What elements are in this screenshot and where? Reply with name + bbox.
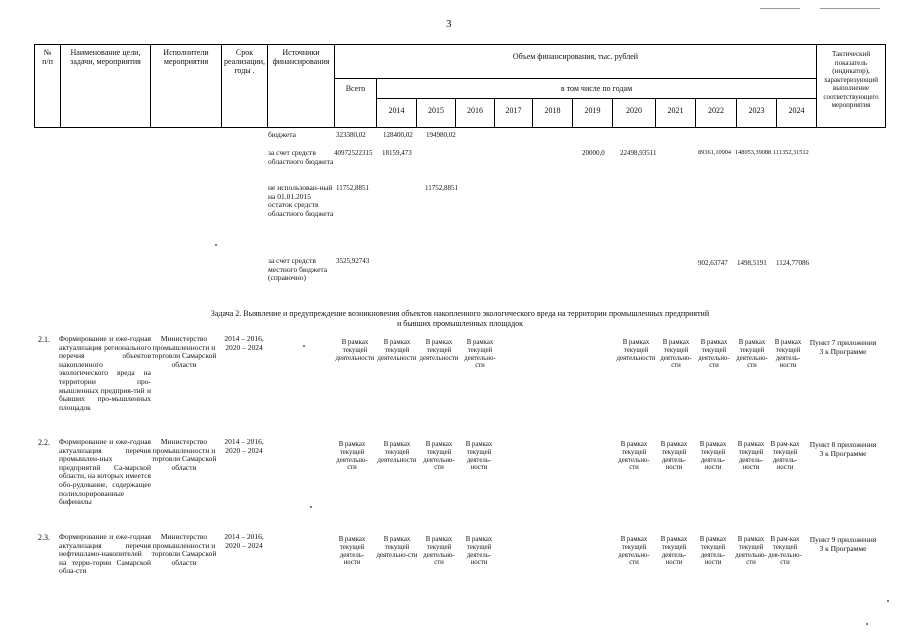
row-total: В рамках текущей деятельности [335, 339, 375, 362]
funding-source: не использован-ный на 01.01.2015 остаток средств областного бюджета [268, 183, 334, 218]
col-source-header: Источники финансирования [272, 48, 330, 66]
row-total: В рамках текущей деятельно-сти [336, 441, 368, 472]
row-goal: Формирование и еже-годная актуализация регионального перечня объектов накопленного экологического вреда на территории про-мышленных предприя-тий и бывших про-мышленных площадок [59, 334, 151, 412]
row-number: 2.2. [38, 438, 50, 447]
row-2024: В рам-ках текущей деятель-ности [770, 441, 800, 472]
row-executor: Министерство промышленности и торговли Самарской области [151, 532, 217, 567]
funding-2023: 148053,39088 [735, 149, 772, 156]
scan-speck [310, 506, 312, 508]
row-2022: В рамках текущей деятельно-сти [698, 339, 730, 370]
funding-2024: 1124,77086 [776, 259, 809, 267]
funding-2015: 11752,8851 [425, 184, 458, 192]
funding-2014: 18159,473 [382, 149, 412, 157]
row-total: В рамках текущей деятель-ности [338, 536, 366, 567]
col-num-header: № п/п [42, 48, 53, 66]
row-number: 2.3. [38, 533, 50, 542]
row-2014: В рамках текущей деятельности [377, 339, 417, 362]
task-heading [150, 309, 770, 329]
row-2021: В рамках текущей деятельно-сти [660, 339, 692, 370]
year-header: 2017 [505, 106, 522, 115]
row-executor: Министерство промышленности и торговли Самарской области [151, 334, 217, 369]
funding-source: бюджета [268, 130, 296, 139]
scan-speck [887, 600, 889, 602]
funding-2015: 194980,02 [426, 131, 456, 139]
row-period: 2014 – 2016, 2020 – 2024 [224, 532, 264, 550]
funding-2020: 22498,93511 [620, 149, 657, 157]
row-number: 2.1. [38, 335, 50, 344]
row-goal: Формирование и еже-годная актуализация перечня промышлен-ных предприятий Са-марской области, на которых имеется обо-рудование, содержащее полихлорированные бифенилы [59, 437, 151, 507]
row-2021: В рамках текущей деятель-ности [660, 441, 688, 472]
funding-source: за счет средств областного бюджета [268, 148, 334, 166]
row-2020: В рамках текущей деятельно-сти [618, 536, 650, 567]
row-2023: В рамках текущей деятельно-сти [736, 339, 768, 370]
col-term-header: Срок реализации, годы . [223, 48, 266, 75]
col-funding-header: Объем финансирования, тыс. рублей [512, 52, 639, 61]
year-header: 2020 [626, 106, 642, 115]
page-number: 3 [446, 18, 452, 30]
col-indicator-header: Тактический показатель (индикатор), характеризующий выполнение соответствующего мероприятия [823, 50, 879, 109]
row-2014: В рамках текущей деятельно-сти [376, 536, 418, 559]
funding-2022: 902,63747 [698, 259, 728, 267]
row-2015: В рамках текущей деятельности [419, 339, 459, 362]
row-2023: В рамках текущей деятель-ности [737, 441, 765, 472]
row-2020: В рамках текущей деятельности [616, 339, 656, 362]
row-indicator: Пункт 8 приложения 3 к Программе [809, 440, 877, 458]
row-indicator: Пункт 7 приложения 3 к Программе [809, 338, 877, 356]
table-header [34, 44, 886, 128]
year-header: 2016 [467, 106, 483, 115]
scan-speck [866, 623, 868, 625]
year-header: 2019 [584, 106, 601, 115]
row-2022: В рамках текущей деятель-ности [699, 441, 727, 472]
year-header: 2024 [788, 106, 805, 115]
row-period: 2014 – 2016, 2020 – 2024 [224, 334, 264, 352]
funding-total: 323380,02 [336, 131, 366, 139]
task-heading-line: Задача 2. Выявление и предупреждение возникновения объектов накопленного экологического вреда на территории промышленных предприятий [210, 309, 710, 318]
row-2023: В рамках текущей деятельно-сти [735, 536, 767, 567]
funding-2019: 20000,0 [582, 149, 605, 157]
row-executor: Министерство промышленности и торговли Самарской области [151, 437, 217, 472]
funding-source: за счет средств местного бюджета (справочно) [268, 256, 328, 282]
row-indicator: Пункт 9 приложения 3 к Программе [809, 535, 877, 553]
funding-2022: 89361,10904 [698, 149, 732, 156]
col-exec-header: Исполнители мероприятия [163, 48, 209, 66]
funding-total: 40972522315 [334, 149, 373, 157]
year-header: 2021 [667, 106, 684, 115]
funding-2024: 111352,31512 [773, 149, 809, 156]
top-rule [760, 8, 800, 9]
col-name-header: Наименование цели, задачи, мероприятия [70, 48, 141, 66]
year-header: 2022 [708, 106, 724, 115]
col-by-years-header: в том числе по годам [560, 84, 633, 93]
funding-total: 3525,92743 [336, 257, 370, 265]
year-header: 2023 [748, 106, 765, 115]
col-total-header: Всего [345, 84, 366, 93]
funding-total: 11752,8851 [336, 184, 369, 192]
row-2024: В рамках текущей деятель-ности [774, 339, 802, 370]
row-2021: В рамках текущей деятель-ности [660, 536, 688, 567]
row-2020: В рамках текущей деятельно-сти [618, 441, 650, 472]
row-2015: В рамках текущей деятельно-сти [423, 536, 455, 567]
row-2015: В рамках текущей деятельно-сти [423, 441, 455, 472]
funding-2014: 128400,02 [383, 131, 413, 139]
task-heading-line: и бывших промышленных площадок [396, 319, 524, 328]
row-goal: Формирование и еже-годная актуализация перечня нефтешламо-накопителей на терри-тории Самарской обла-сти [59, 532, 151, 576]
funding-2023: 1498,5191 [737, 259, 767, 267]
year-header: 2014 [388, 106, 405, 115]
row-2016: В рамках текущей деятельно-сти [464, 339, 496, 370]
row-2024: В рам-ках текущей дея-тельно-сти [768, 536, 802, 567]
row-2016: В рамках текущей деятель-ности [465, 536, 493, 567]
row-period: 2014 – 2016, 2020 – 2024 [224, 437, 264, 455]
row-2014: В рамках текущей деятельности [377, 441, 417, 464]
year-header: 2015 [428, 106, 444, 115]
scan-speck [215, 244, 217, 246]
row-2022: В рамках текущей деятель-ности [699, 536, 727, 567]
row-2016: В рамках текущей деятель-ности [465, 441, 493, 472]
scan-speck [303, 345, 305, 347]
top-rule [820, 8, 880, 9]
year-header: 2018 [544, 106, 561, 115]
